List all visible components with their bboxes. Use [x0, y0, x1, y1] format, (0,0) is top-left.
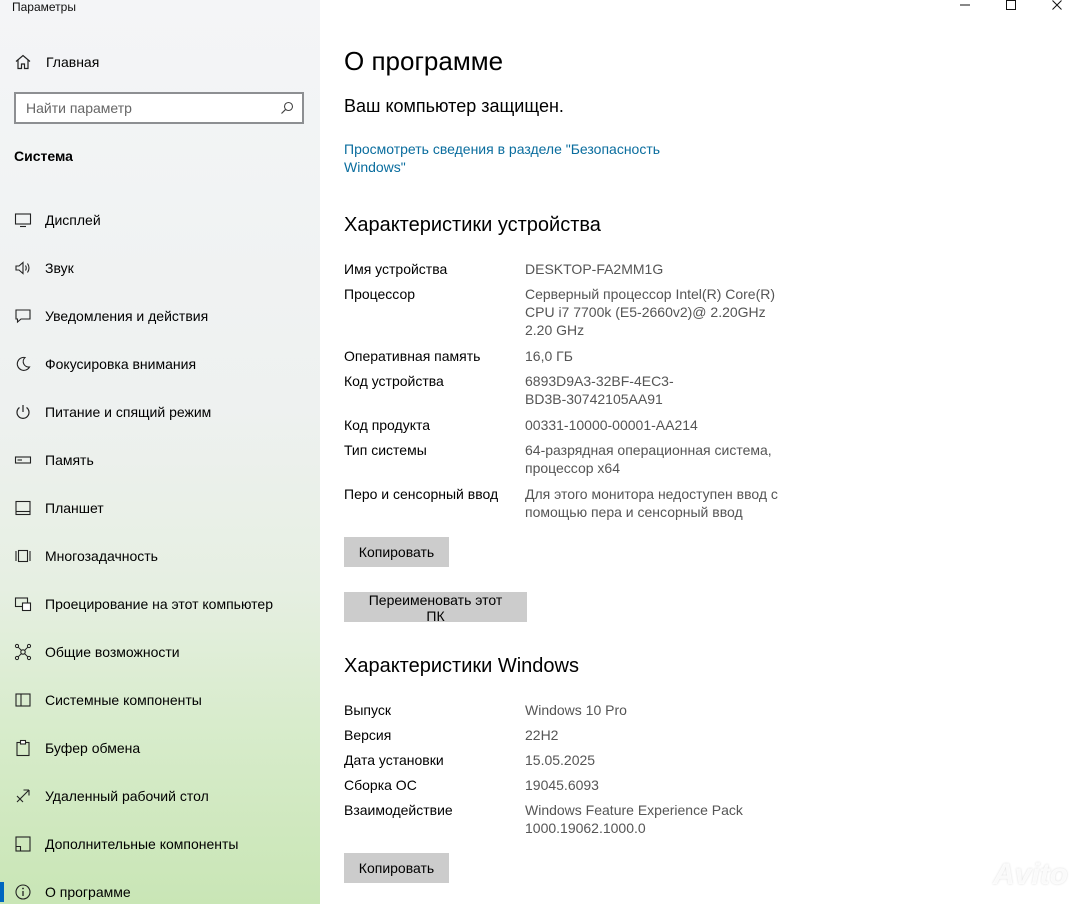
- notification-icon: [14, 307, 32, 325]
- search-icon[interactable]: [280, 101, 294, 115]
- sidebar-item-storage[interactable]: [0, 436, 320, 484]
- maximize-button[interactable]: [988, 0, 1034, 14]
- multitask-icon: [14, 547, 32, 565]
- minimize-button[interactable]: [942, 0, 988, 14]
- spec-value: Серверный процессор Intel(R) Core(R) CPU i7 7700k (E5-2660v2)@ 2.20GHz 2.20 GHz: [525, 286, 776, 338]
- optional-features-icon: [14, 835, 32, 853]
- sidebar-item-label: Память: [45, 452, 94, 468]
- section-label: Система: [14, 148, 73, 164]
- copy-windows-specs-button[interactable]: Копировать: [344, 853, 449, 883]
- sidebar-item-tablet[interactable]: [0, 484, 320, 532]
- sidebar-home[interactable]: [14, 50, 99, 74]
- sidebar-item-notifications[interactable]: [0, 292, 320, 340]
- watermark-text: Avito: [993, 858, 1068, 891]
- moon-icon: [14, 355, 32, 373]
- avito-logo-icon: [953, 862, 987, 888]
- sidebar-item-shared-experiences[interactable]: [0, 628, 320, 676]
- shared-experiences-icon: [14, 643, 32, 661]
- security-link[interactable]: Просмотреть сведения в разделе "Безопасность Windows": [344, 141, 661, 175]
- spec-key: Имя устройства: [344, 261, 448, 277]
- sidebar-item-multitasking[interactable]: [0, 532, 320, 580]
- sidebar-item-about[interactable]: [0, 868, 320, 904]
- close-icon: [1051, 0, 1063, 16]
- sidebar-item-label: Проецирование на этот компьютер: [45, 596, 273, 612]
- window-controls: [942, 0, 1080, 14]
- remote-desktop-icon: [14, 787, 32, 805]
- spec-key: Тип системы: [344, 442, 427, 458]
- sidebar-item-label: Общие возможности: [45, 644, 180, 660]
- spec-value: Windows 10 Pro: [525, 702, 627, 718]
- protection-status: Ваш компьютер защищен.: [344, 96, 564, 116]
- sidebar-item-power[interactable]: [0, 388, 320, 436]
- info-icon: [14, 883, 32, 901]
- spec-key: Код продукта: [344, 417, 431, 433]
- device-specs-heading: Характеристики устройства: [344, 214, 601, 236]
- spec-key: Перо и сенсорный ввод: [344, 486, 499, 502]
- projection-icon: [14, 595, 32, 613]
- sidebar-item-label: Удаленный рабочий стол: [45, 788, 209, 804]
- avito-watermark: [953, 858, 1068, 892]
- sidebar-item-system-components[interactable]: [0, 676, 320, 724]
- spec-value: 15.05.2025: [525, 752, 596, 768]
- spec-value: 22H2: [525, 727, 559, 743]
- spec-value: DESKTOP-FA2MM1G: [525, 261, 664, 277]
- storage-icon: [14, 451, 32, 469]
- speaker-icon: [14, 259, 32, 277]
- clipboard-icon: [14, 739, 32, 757]
- sidebar-item-projection[interactable]: [0, 580, 320, 628]
- sidebar-item-label: Уведомления и действия: [45, 308, 209, 324]
- power-icon: [14, 403, 32, 421]
- maximize-icon: [1005, 0, 1017, 16]
- home-label: Главная: [46, 54, 100, 70]
- sidebar-item-display[interactable]: [0, 196, 320, 244]
- components-icon: [14, 691, 32, 709]
- windows-specs-heading: Характеристики Windows: [344, 655, 579, 677]
- spec-key: Выпуск: [344, 702, 391, 718]
- spec-value: 19045.6093: [525, 777, 599, 793]
- sidebar-item-optional-features[interactable]: [0, 820, 320, 868]
- display-icon: [14, 211, 32, 229]
- sidebar-item-label: Питание и спящий режим: [45, 404, 212, 420]
- spec-key: Дата установки: [344, 752, 444, 768]
- spec-key: Оперативная память: [344, 348, 481, 364]
- sidebar-item-label: Звук: [45, 260, 74, 276]
- copy-device-specs-button[interactable]: Копировать: [344, 537, 449, 567]
- sidebar-item-label: Планшет: [45, 500, 104, 516]
- sidebar-item-label: Дисплей: [45, 212, 101, 228]
- spec-value: 64-разрядная операционная система, процессор x64: [525, 442, 772, 476]
- spec-key: Версия: [344, 727, 392, 743]
- sidebar-item-label: Буфер обмена: [45, 740, 141, 756]
- spec-value: Для этого монитора недоступен ввод с помощью пера и сенсорный ввод: [525, 486, 778, 520]
- sidebar: [0, 0, 320, 904]
- spec-key: Процессор: [344, 286, 416, 302]
- sidebar-item-label: Дополнительные компоненты: [45, 836, 239, 852]
- page-title: О программе: [344, 46, 504, 76]
- spec-value: 16,0 ГБ: [525, 348, 573, 364]
- spec-value: 00331-10000-00001-AA214: [525, 417, 698, 433]
- sidebar-item-clipboard[interactable]: [0, 724, 320, 772]
- spec-value: Windows Feature Experience Pack 1000.19062.1000.0: [525, 802, 743, 836]
- search-box[interactable]: [14, 92, 304, 124]
- minimize-icon: [959, 0, 971, 16]
- close-button[interactable]: [1034, 0, 1080, 14]
- sidebar-item-label: Многозадачность: [45, 548, 158, 564]
- sidebar-item-sound[interactable]: [0, 244, 320, 292]
- tablet-icon: [14, 499, 32, 517]
- sidebar-item-label: Фокусировка внимания: [45, 356, 197, 372]
- sidebar-item-remote-desktop[interactable]: [0, 772, 320, 820]
- spec-key: Взаимодействие: [344, 802, 453, 818]
- sidebar-item-focus[interactable]: [0, 340, 320, 388]
- spec-key: Сборка ОС: [344, 777, 417, 793]
- sidebar-nav: [0, 196, 320, 904]
- app-title: Параметры: [12, 0, 76, 14]
- rename-pc-button[interactable]: Переименовать этот ПК: [344, 592, 527, 622]
- search-input[interactable]: [26, 100, 280, 116]
- home-icon: [14, 53, 32, 71]
- sidebar-item-label: О программе: [45, 884, 131, 900]
- spec-value: 6893D9A3-32BF-4EC3-BD3B-30742105AA91: [525, 373, 674, 407]
- spec-key: Код устройства: [344, 373, 444, 389]
- sidebar-item-label: Системные компоненты: [45, 692, 202, 708]
